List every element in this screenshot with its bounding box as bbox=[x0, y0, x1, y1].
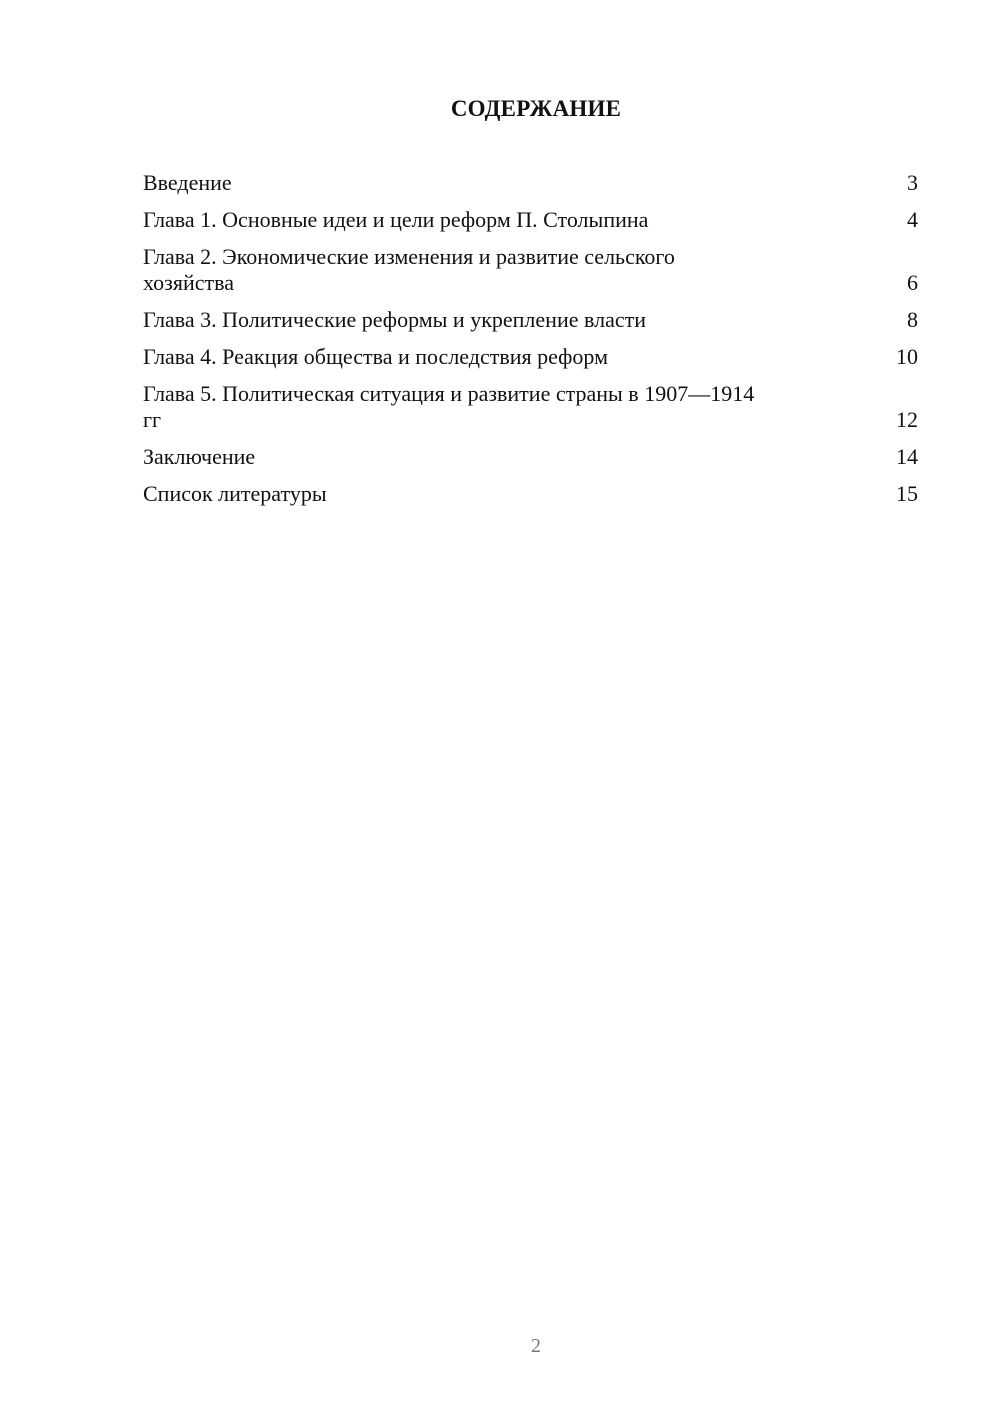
toc-title: СОДЕРЖАНИЕ bbox=[450, 96, 622, 121]
toc-item-label: Заключение bbox=[143, 444, 256, 469]
toc-item-bibliography bbox=[143, 481, 918, 507]
toc-item-chapter-5 bbox=[143, 381, 918, 433]
toc-item-chapter-1 bbox=[143, 207, 918, 233]
toc-item-label: Глава 3. Политические реформы и укрепление власти bbox=[143, 307, 646, 332]
toc-item-page: 4 bbox=[907, 207, 918, 232]
toc-item-label: Глава 2. Экономические изменения и развитие сельского хозяйства bbox=[143, 244, 675, 295]
toc-item-introduction bbox=[143, 170, 918, 196]
toc-item-page: 6 bbox=[907, 270, 918, 295]
toc-item-label: Глава 1. Основные идеи и цели реформ П. Столыпина bbox=[143, 207, 649, 232]
toc-item-page: 12 bbox=[896, 407, 918, 432]
toc-item-page: 14 bbox=[896, 444, 918, 469]
toc-item-label: Глава 5. Политическая ситуация и развитие страны в 1907—1914 гг bbox=[143, 381, 755, 432]
toc-item-label: Список литературы bbox=[143, 481, 327, 506]
toc-item-chapter-4 bbox=[143, 344, 918, 370]
page-number: 2 bbox=[531, 1335, 541, 1357]
toc-item-page: 8 bbox=[907, 307, 918, 332]
toc-item-page: 3 bbox=[907, 170, 918, 195]
table-of-contents bbox=[143, 170, 918, 518]
toc-item-chapter-3 bbox=[143, 307, 918, 333]
toc-item-page: 10 bbox=[896, 344, 918, 369]
toc-item-label: Глава 4. Реакция общества и последствия реформ bbox=[143, 344, 608, 369]
toc-item-label: Введение bbox=[143, 170, 232, 195]
toc-item-chapter-2 bbox=[143, 244, 918, 296]
toc-item-conclusion bbox=[143, 444, 918, 470]
toc-item-page: 15 bbox=[896, 481, 918, 506]
